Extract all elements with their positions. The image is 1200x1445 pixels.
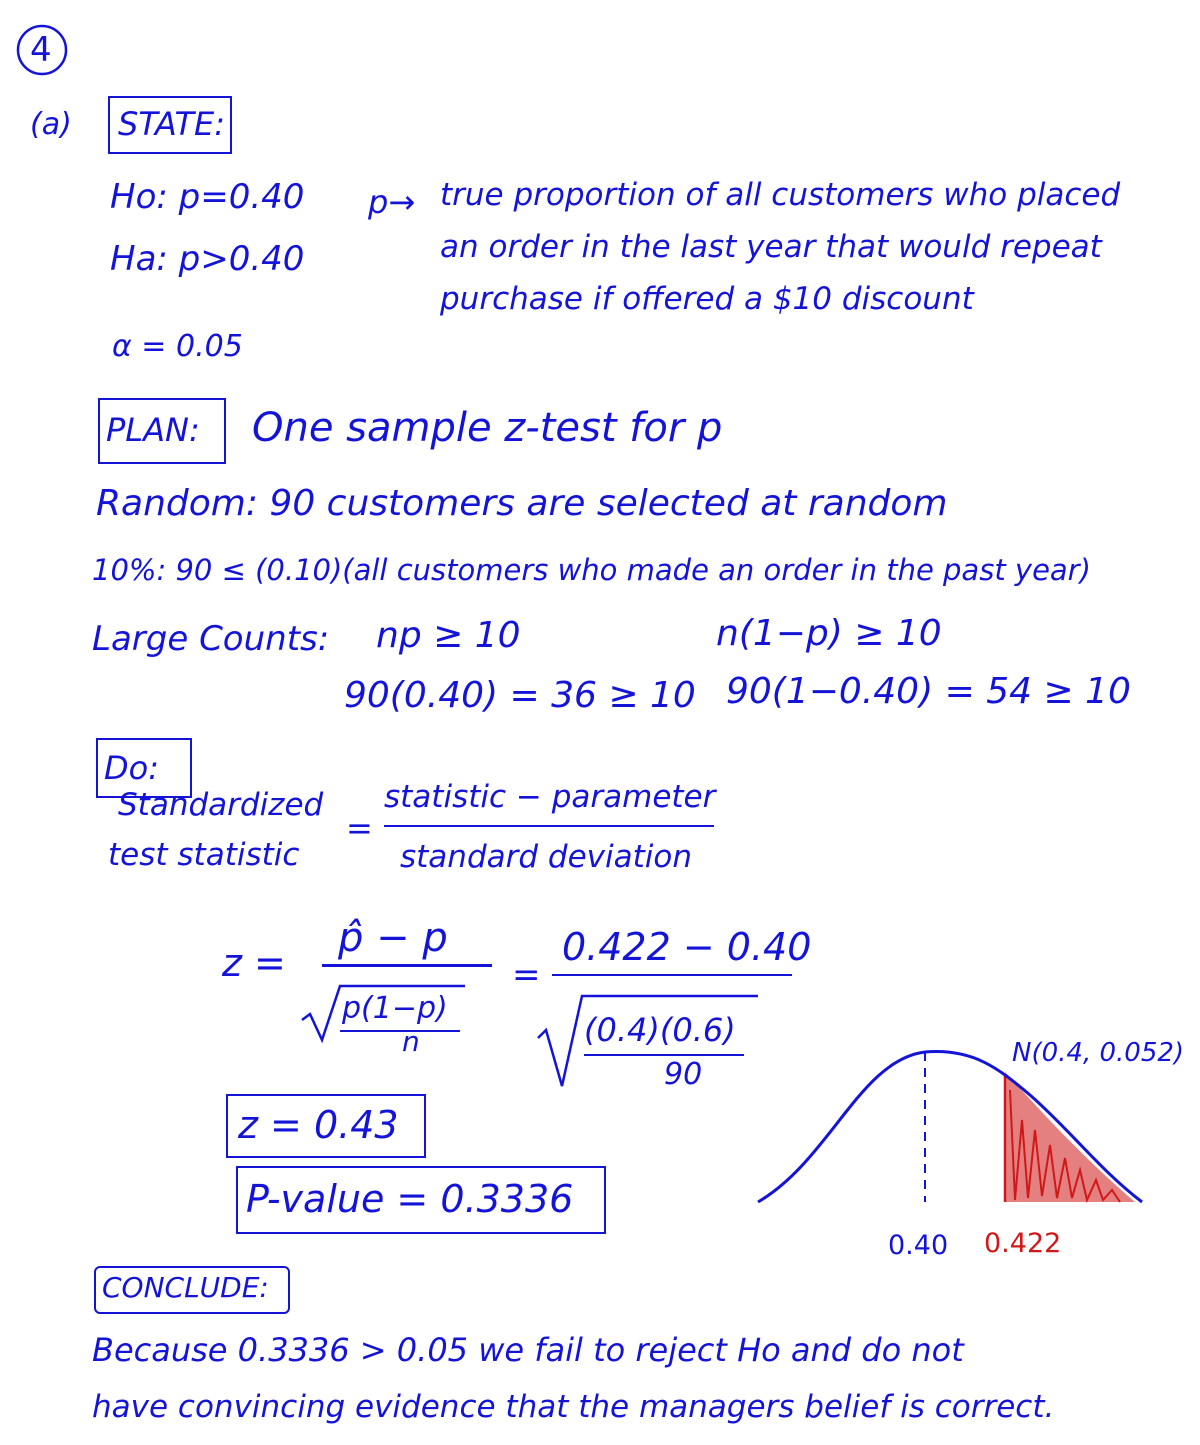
mean-label: 0.40 bbox=[888, 1230, 949, 1261]
formula-numerator: p̂ − p bbox=[338, 915, 448, 961]
parameter-definition-line-1: true proportion of all customers who placed bbox=[440, 177, 1121, 213]
word-formula-equals: = bbox=[346, 809, 373, 847]
conclusion-line-1: Because 0.3336 > 0.05 we fail to reject Ho and do not bbox=[92, 1331, 964, 1369]
random-condition: Random: 90 customers are selected at random bbox=[96, 483, 948, 524]
word-formula-denominator: standard deviation bbox=[400, 839, 692, 875]
substitution-numerator: 0.422 − 0.40 bbox=[562, 925, 812, 969]
substitution-den-n: 90 bbox=[664, 1057, 703, 1092]
standardized-label-line-2: test statistic bbox=[108, 837, 300, 873]
statistic-label: 0.422 bbox=[984, 1228, 1062, 1259]
standardized-label-line-1: Standardized bbox=[118, 787, 324, 823]
problem-number: 4 bbox=[30, 30, 52, 70]
null-hypothesis: Ho: p=0.40 bbox=[110, 177, 305, 217]
alt-hypothesis: Ha: p>0.40 bbox=[110, 239, 305, 279]
do-heading: Do: bbox=[104, 749, 159, 787]
state-heading: STATE: bbox=[118, 105, 226, 143]
parameter-definition-line-3: purchase if offered a $10 discount bbox=[440, 281, 974, 317]
plan-heading: PLAN: bbox=[106, 411, 200, 449]
formula-den-n: n bbox=[402, 1025, 420, 1058]
substitution-den-numerator: (0.4)(0.6) bbox=[584, 1011, 736, 1049]
p-symbol: p→ bbox=[368, 183, 416, 221]
substitution-fraction-bar bbox=[552, 974, 792, 976]
z-label: z = bbox=[222, 941, 286, 985]
test-name: One sample z-test for p bbox=[252, 405, 723, 451]
p-value: P-value = 0.3336 bbox=[246, 1177, 574, 1221]
part-label: (a) bbox=[30, 107, 72, 142]
np-condition: np ≥ 10 bbox=[376, 615, 521, 656]
nq-calculation: 90(1−0.40) = 54 ≥ 10 bbox=[726, 671, 1131, 712]
word-formula-bar bbox=[384, 825, 714, 827]
ten-percent-condition: 10%: 90 ≤ (0.10)(all customers who made an order in the past year) bbox=[92, 553, 1091, 587]
formula-den-numerator: p(1−p) bbox=[342, 991, 448, 1026]
conclude-heading: CONCLUDE: bbox=[102, 1271, 269, 1304]
word-formula-numerator: statistic − parameter bbox=[384, 779, 716, 815]
distribution-label: N(0.4, 0.052) bbox=[1012, 1038, 1185, 1068]
large-counts-label: Large Counts: bbox=[92, 619, 330, 659]
alpha-level: α = 0.05 bbox=[112, 329, 243, 364]
substitution-equals: = bbox=[512, 955, 541, 995]
conclusion-line-2: have convincing evidence that the managers belief is correct. bbox=[92, 1389, 1055, 1425]
z-result: z = 0.43 bbox=[238, 1103, 399, 1147]
nq-condition: n(1−p) ≥ 10 bbox=[716, 613, 942, 654]
formula-fraction-bar bbox=[322, 964, 492, 967]
parameter-definition-line-2: an order in the last year that would repeat bbox=[440, 229, 1102, 265]
formula-den-bar bbox=[340, 1030, 460, 1032]
np-calculation: 90(0.40) = 36 ≥ 10 bbox=[344, 675, 696, 716]
